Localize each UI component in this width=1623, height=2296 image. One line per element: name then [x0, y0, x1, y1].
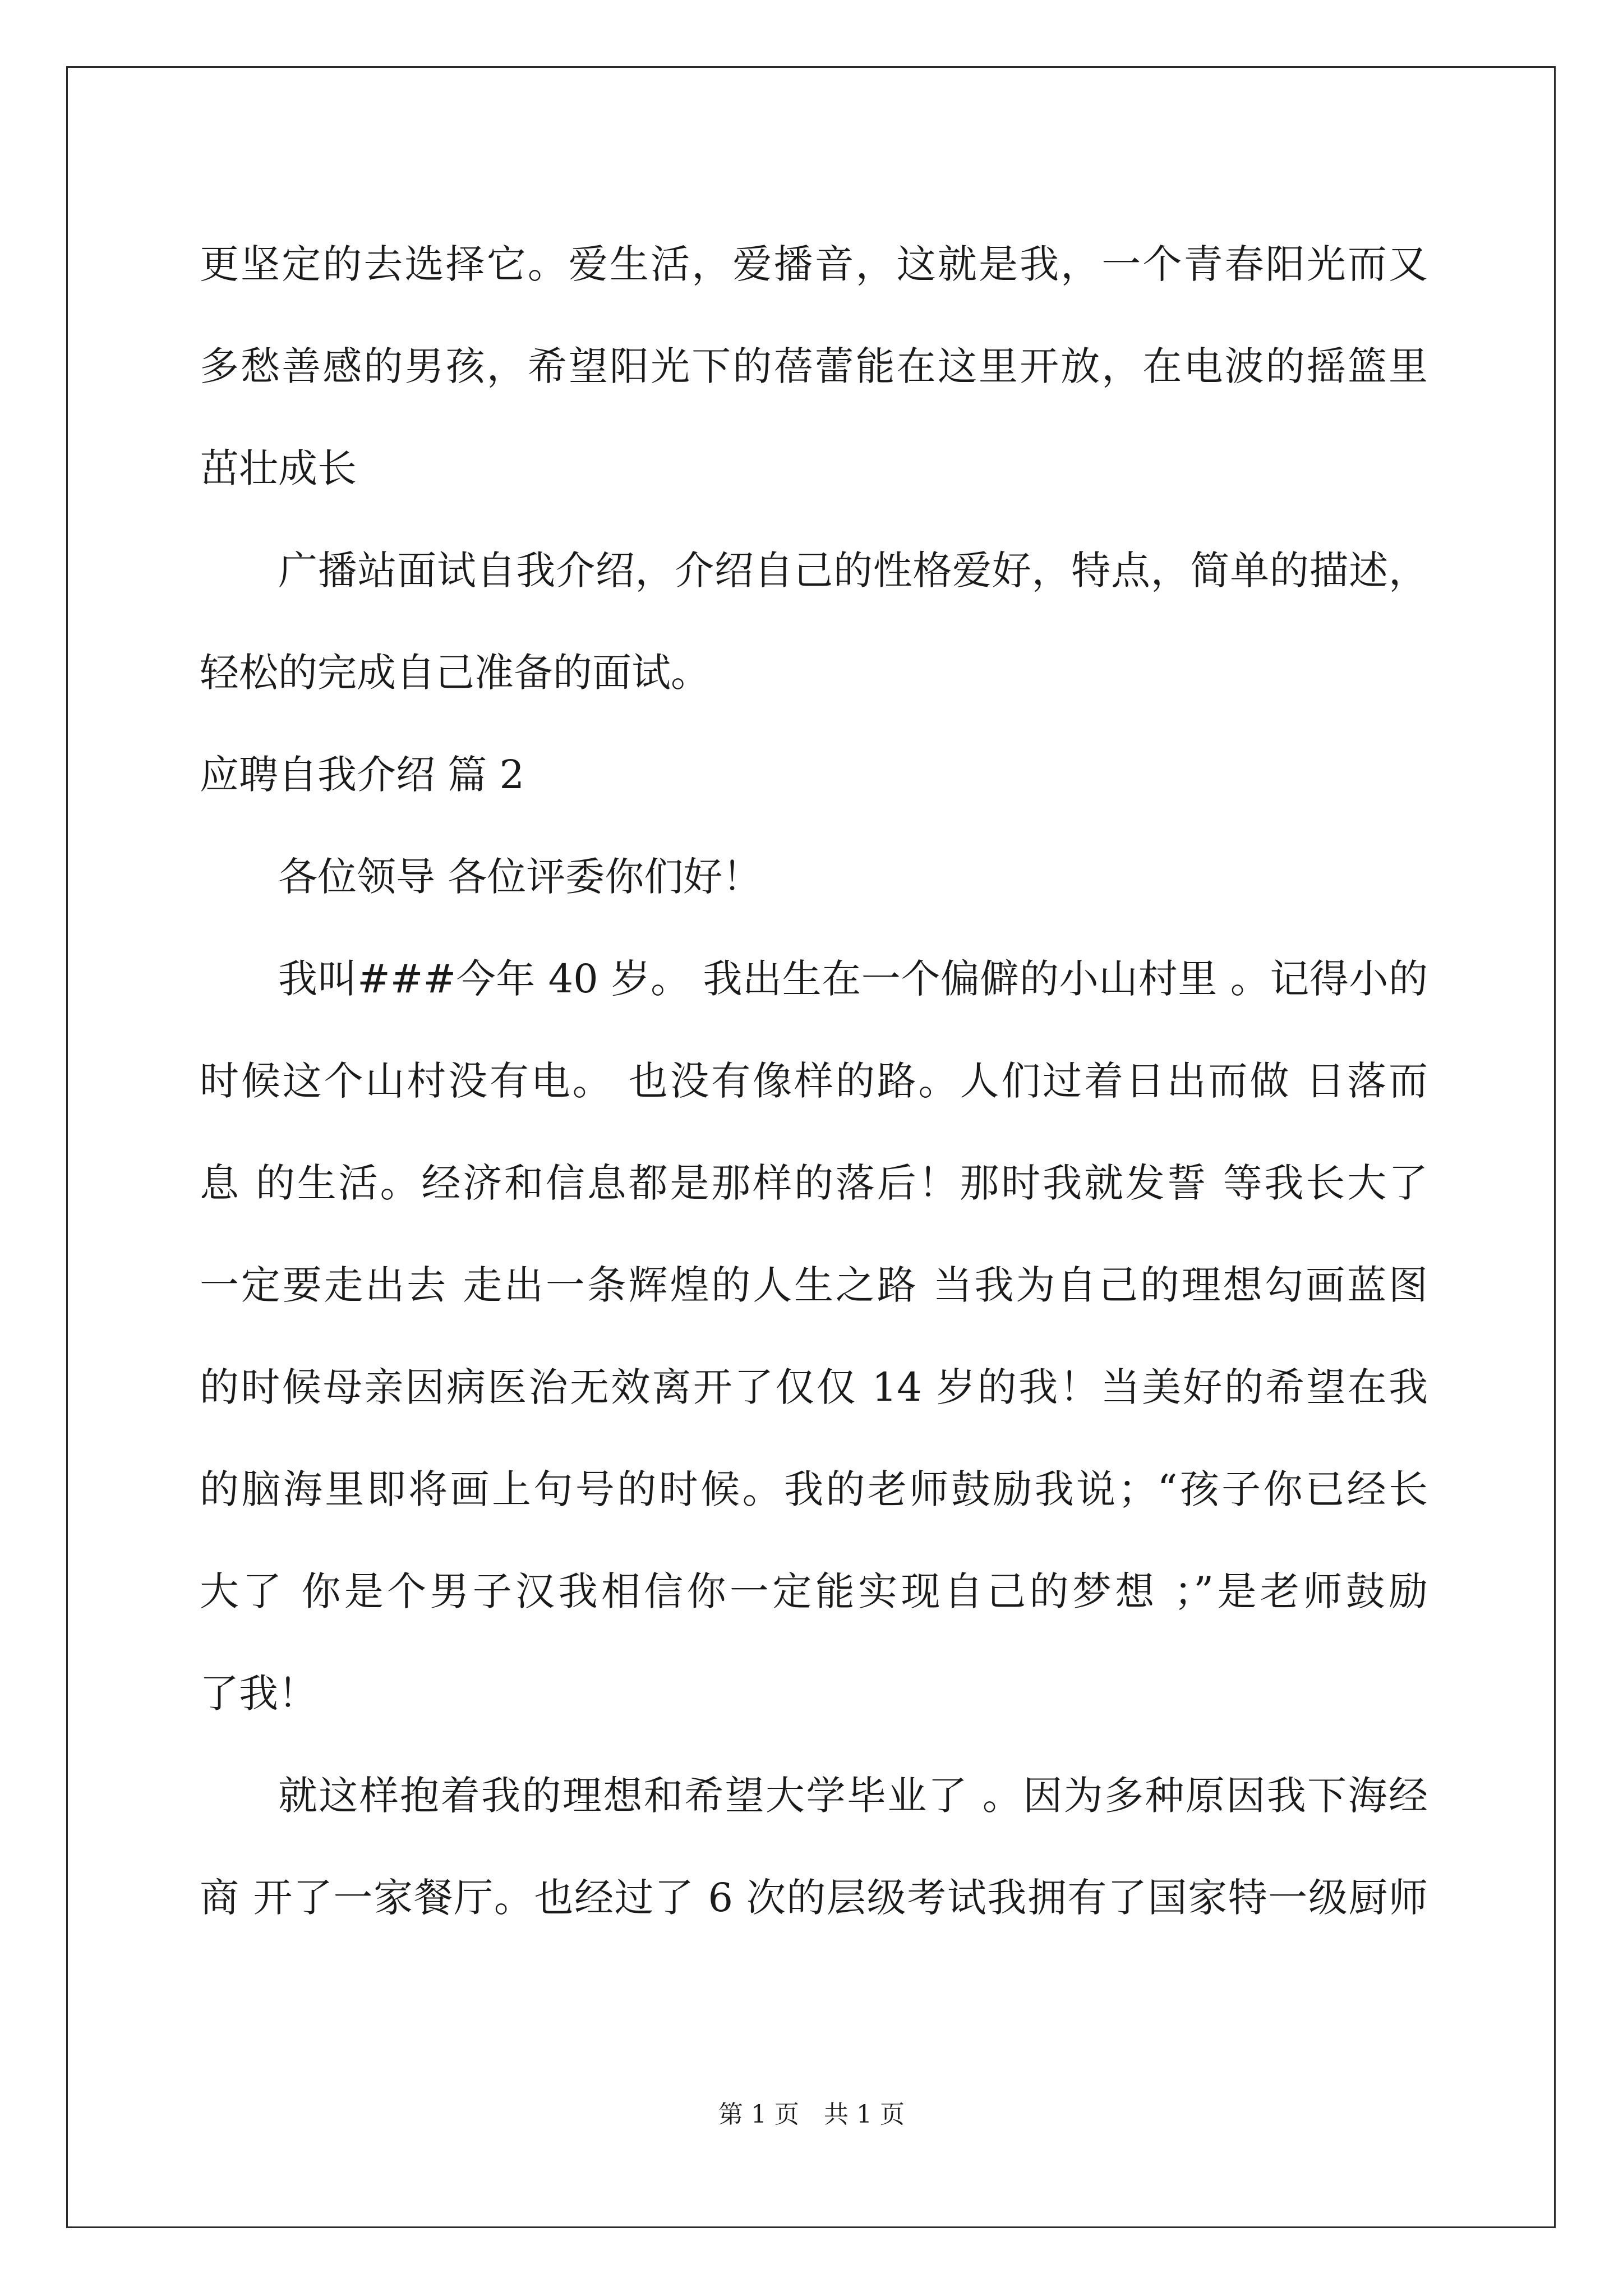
paragraph-start-line: 就这样抱着我的理想和希望大学毕业了 。因为多种原因我下海经	[278, 1773, 1428, 1819]
document-body	[200, 213, 1428, 1949]
text-line: 了我！	[200, 1671, 317, 1717]
text-line: 更坚定的去选择它。爱生活，爱播音，这就是我，一个青春阳光而又	[200, 241, 1428, 287]
text-line: 息 的生活。经济和信息都是那样的落后！那时我就发誓 等我长大了	[200, 1160, 1428, 1206]
text-line: 茁壮成长	[200, 445, 357, 491]
text-line: 时候这个山村没有电。 也没有像样的路。人们过着日出而做 日落而	[200, 1058, 1428, 1104]
page-footer: 第 1 页 共 1 页	[718, 2100, 905, 2129]
text-line: 多愁善感的男孩，希望阳光下的蓓蕾能在这里开放，在电波的摇篮里	[200, 343, 1428, 389]
text-line: 大了 你是个男子汉我相信你一定能实现自己的梦想 ；”是老师鼓励	[200, 1568, 1428, 1614]
paragraph-start-line: 我叫###今年 40 岁。 我出生在一个偏僻的小山村里 。记得小的	[278, 956, 1428, 1002]
text-line: 一定要走出去 走出一条辉煌的人生之路 当我为自己的理想勾画蓝图	[200, 1262, 1428, 1308]
text-line: 轻松的完成自己准备的面试。	[200, 650, 710, 696]
paragraph-start-line: 各位领导 各位评委你们好！	[278, 854, 762, 900]
text-line: 的脑海里即将画上句号的时候。我的老师鼓励我说；“孩子你已经长	[200, 1466, 1428, 1512]
text-line: 的时候母亲因病医治无效离开了仅仅 14 岁的我！当美好的希望在我	[200, 1364, 1428, 1410]
paragraph-start-line: 广播站面试自我介绍，介绍自己的性格爱好，特点，简单的描述，	[278, 547, 1428, 593]
section-heading: 应聘自我介绍 篇 2	[200, 752, 525, 798]
text-line: 商 开了一家餐厅。也经过了 6 次的层级考试我拥有了国家特一级厨师	[200, 1875, 1428, 1921]
